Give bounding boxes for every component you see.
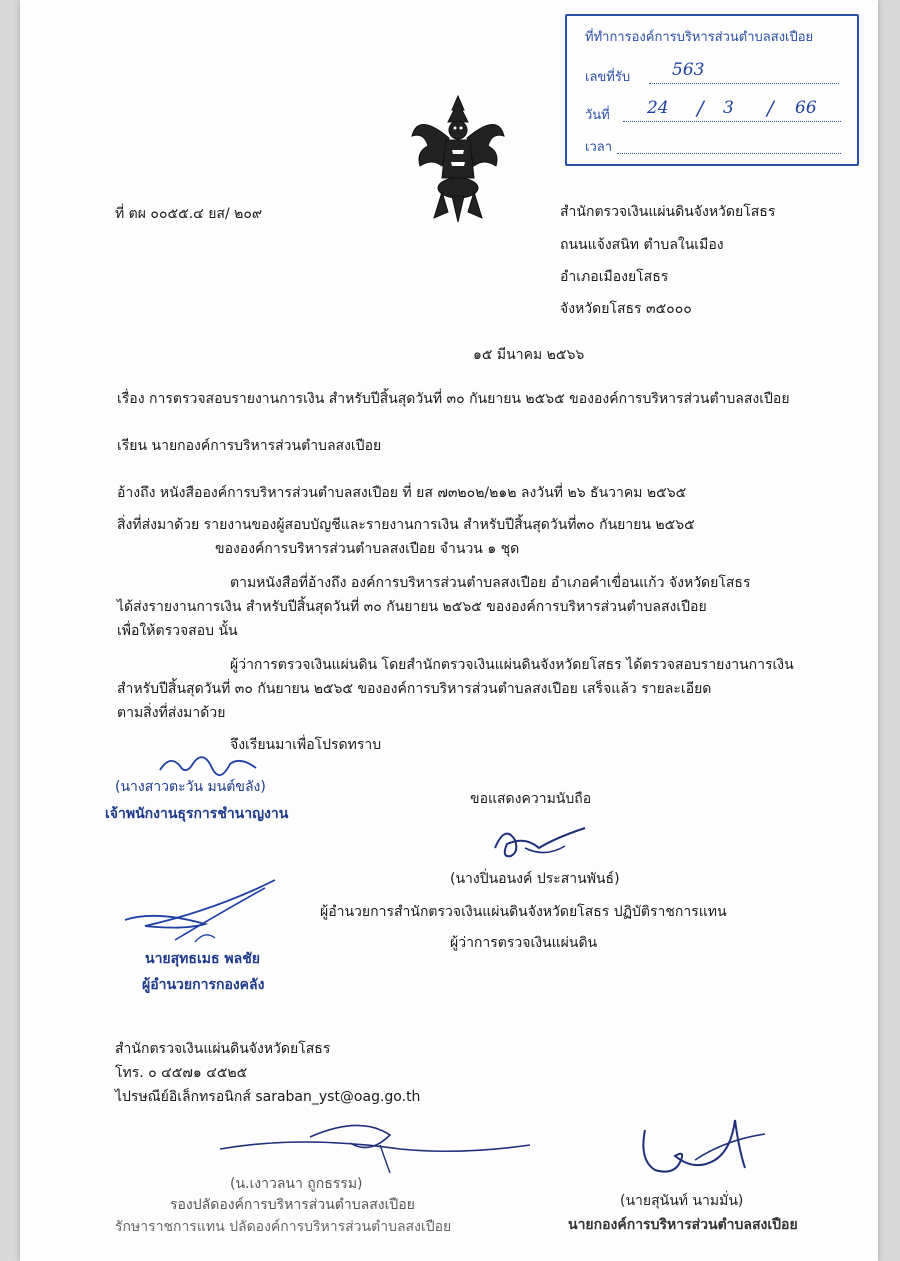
stamp-date-month: 3 <box>723 98 734 118</box>
stamp-date-day: 24 <box>647 98 669 118</box>
finance-director-title: ผู้อำนวยการกองคลัง <box>142 977 265 993</box>
stamp-date-label: วันที่ <box>585 108 610 123</box>
stamp-receive-number: 563 <box>672 60 705 80</box>
letter-page <box>20 0 878 1261</box>
stamp-time-label: เวลา <box>585 140 613 155</box>
clerk-title: เจ้าพนักงานธุรการชำนาญงาน <box>105 806 289 822</box>
deputy-title-line-2: รักษาราชการแทน ปลัดองค์การบริหารส่วนตำบลสงเปือย <box>115 1219 452 1235</box>
paragraph-2-line-1: ผู้ว่าการตรวจเงินแผ่นดิน โดยสำนักตรวจเงินแผ่นดินจังหวัดยโสธร ได้ตรวจสอบรายงานการเงิน <box>230 657 794 673</box>
sender-address-line-2: ถนนแจ้งสนิท ตำบลในเมือง <box>560 237 724 253</box>
paragraph-1-line-2: ได้ส่งรายงานการเงิน สำหรับปีสิ้นสุดวันที่ ๓๐ กันยายน ๒๕๖๕ ขององค์การบริหารส่วนตำบลสงเปือย <box>117 599 707 615</box>
enclosure-line-2: ขององค์การบริหารส่วนตำบลสงเปือย จำนวน ๑ ชุด <box>215 541 520 557</box>
closing-salutation: ขอแสดงความนับถือ <box>470 791 592 807</box>
recipient-line: เรียน นายกองค์การบริหารส่วนตำบลสงเปือย <box>117 438 382 454</box>
paragraph-1-line-1: ตามหนังสือที่อ้างถึง องค์การบริหารส่วนตำบลสงเปือย อำเภอคำเขื่อนแก้ว จังหวัดยโสธร <box>230 575 751 591</box>
finance-director-signature <box>115 880 285 950</box>
mayor-title: นายกองค์การบริหารส่วนตำบลสงเปือย <box>568 1217 798 1233</box>
finance-director-name: นายสุทธเมธ พลชัย <box>145 951 260 967</box>
footer-email: ไปรษณีย์อิเล็กทรอนิกส์ saraban_yst@oag.go.th <box>115 1089 421 1105</box>
reference-line: อ้างถึง หนังสือองค์การบริหารส่วนตำบลสงเปือย ที่ ยส ๗๓๒๐๒/๒๑๒ ลงวันที่ ๒๖ ธันวาคม ๒๕๖๕ <box>117 485 687 501</box>
stamp-date-year: 66 <box>795 98 817 118</box>
stamp-receive-label: เลขที่รับ <box>585 70 631 85</box>
footer-office: สำนักตรวจเงินแผ่นดินจังหวัดยโสธร <box>115 1041 331 1057</box>
deputy-name: (น.เงาวลนา ถูกธรรม) <box>230 1176 363 1192</box>
closing-request: จึงเรียนมาเพื่อโปรดทราบ <box>230 737 382 753</box>
letter-date: ๑๕ มีนาคม ๒๕๖๖ <box>473 347 585 363</box>
deputy-title-line-1: รองปลัดองค์การบริหารส่วนตำบลสงเปือย <box>170 1197 415 1213</box>
reference-number: ที่ ตผ ๐๐๕๕.๔ ยส/ ๒๐๙ <box>115 206 263 222</box>
footer-phone: โทร. ๐ ๔๕๗๑ ๔๕๒๕ <box>115 1065 248 1081</box>
paragraph-1-line-3: เพื่อให้ตรวจสอบ นั้น <box>117 623 238 639</box>
stamp-title: ที่ทำการองค์การบริหารส่วนตำบลสงเปือย <box>585 30 814 45</box>
sender-address-line-1: สำนักตรวจเงินแผ่นดินจังหวัดยโสธร <box>560 204 776 220</box>
paragraph-2-line-3: ตามสิ่งที่ส่งมาด้วย <box>117 705 226 721</box>
mayor-signature <box>635 1120 775 1190</box>
signer-title-line-1: ผู้อำนวยการสำนักตรวจเงินแผ่นดินจังหวัดยโสธร ปฏิบัติราชการแทน <box>320 904 727 920</box>
subject-line: เรื่อง การตรวจสอบรายงานการเงิน สำหรับปีสิ้นสุดวันที่ ๓๐ กันยายน ๒๕๖๕ ขององค์การบริหารส่วนตำบลสงเปือย <box>117 391 790 407</box>
receiving-stamp: ที่ทำการองค์การบริหารส่วนตำบลสงเปือย เลขที่รับ 563 วันที่ 24 / 3 / 66 เวลา <box>565 14 859 166</box>
sender-address-line-3: อำเภอเมืองยโสธร <box>560 269 669 285</box>
paragraph-2-line-2: สำหรับปีสิ้นสุดวันที่ ๓๐ กันยายน ๒๕๖๕ ขององค์การบริหารส่วนตำบลสงเปือย เสร็จแล้ว รายละเอียด <box>117 681 712 697</box>
signer-title-line-2: ผู้ว่าการตรวจเงินแผ่นดิน <box>450 935 598 951</box>
clerk-name: (นางสาวตะวัน มนต์ขลัง) <box>115 779 266 795</box>
signer-name: (นางปิ่นอนงค์ ประสานพันธ์) <box>450 871 620 887</box>
director-signature <box>485 818 595 866</box>
deputy-signature <box>220 1115 540 1175</box>
garuda-emblem-icon <box>408 92 508 224</box>
mayor-name: (นายสุนันท์ นามมั่น) <box>620 1193 744 1209</box>
sender-address-line-4: จังหวัดยโสธร ๓๕๐๐๐ <box>560 301 692 317</box>
enclosure-line-1: สิ่งที่ส่งมาด้วย รายงานของผู้สอบบัญชีและรายงานการเงิน สำหรับปีสิ้นสุดวันที่๓๐ กันยายน ๒๕๖๕ <box>117 517 695 533</box>
